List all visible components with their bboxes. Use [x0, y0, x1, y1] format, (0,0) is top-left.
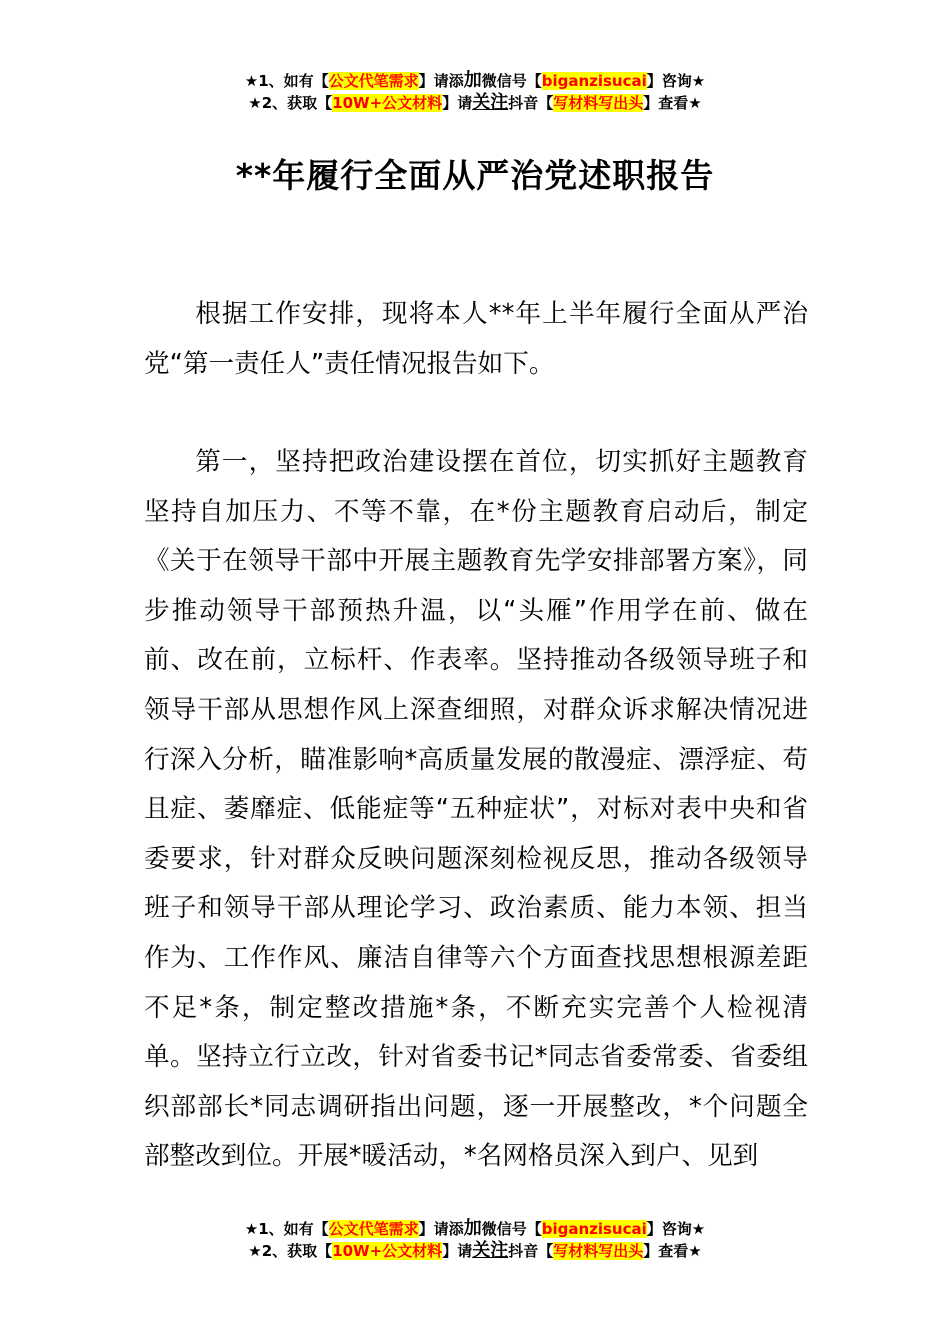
promo-highlight: 公文代笔需求 [328, 1220, 419, 1238]
promo-text: 抖音【 [508, 94, 554, 112]
promo-text: ★2、获取【 [248, 94, 333, 112]
promo-highlight: 10W+公文材料 [332, 1242, 443, 1260]
promo-text: ★1、如有【 [244, 1220, 329, 1238]
promo-douyin-id: 写材料写出头 [553, 94, 644, 112]
promo-text: 】请添 [418, 72, 464, 90]
promo-text: 】查看★ [643, 1242, 702, 1260]
promo-text: ★2、获取【 [248, 1242, 333, 1260]
promo-banner-bottom [0, 1218, 950, 1262]
promo-emphasis: 关注 [472, 92, 509, 113]
promo-text: 】咨询★ [646, 72, 706, 90]
promo-wechat-id: biganzisucai [541, 72, 647, 90]
paragraph-first-point: 第一，坚持把政治建设摆在首位，切实抓好主题教育坚持自加压力、不等不靠，在*份主题教育启动后，制定《关于在领导干部中开展主题教育先学安排部署方案》，同步推动领导干部预热升温，以“头雁”作用学在前、做在前、改在前，立标杆、作表率。坚持推动各级领导班子和领导干部从思想作风上深查细照，对群众诉求解决情况进行深入分析，瞄准影响*高质量发展的散漫症、漂浮症、苟且症、萎靡症、低能症等“五种症状”，对标对表中央和省委要求，针对群众反映问题深刻检视反思，推动各级领导班子和领导干部从理论学习、政治素质、能力本领、担当作为、工作作风、廉洁自律等六个方面查找思想根源差距不足*条，制定整改措施*条，不断充实完善个人检视清单。坚持立行立改，针对省委书记*同志省委常委、省委组织部部长*同志调研指出问题，逐一开展整改，*个问题全部整改到位。开展*暖活动，*名网格员深入到户、见到 [144, 447, 808, 1172]
promo-line-2 [0, 92, 950, 114]
promo-douyin-id: 写材料写出头 [553, 1242, 644, 1260]
promo-text: 抖音【 [508, 1242, 554, 1260]
promo-highlight: 公文代笔需求 [328, 72, 419, 90]
paragraph-intro: 根据工作安排，现将本人**年上半年履行全面从严治党“第一责任人”责任情况报告如下。 [144, 299, 808, 379]
promo-text: 】请 [442, 1242, 473, 1260]
promo-text: 】请添 [418, 1220, 464, 1238]
document-title: **年履行全面从严治党述职报告 [235, 156, 715, 195]
promo-text: 微信号【 [481, 1220, 542, 1238]
promo-emphasis: 加 [463, 1218, 482, 1239]
promo-line-1 [0, 1218, 950, 1240]
promo-text: 微信号【 [481, 72, 542, 90]
promo-emphasis: 加 [463, 70, 482, 91]
promo-highlight: 10W+公文材料 [332, 94, 443, 112]
promo-line-1 [0, 70, 950, 92]
promo-emphasis: 关注 [472, 1240, 509, 1261]
promo-text: 】咨询★ [646, 1220, 706, 1238]
promo-text: 】请 [442, 94, 473, 112]
promo-text: ★1、如有【 [244, 72, 329, 90]
promo-text: 】查看★ [643, 94, 702, 112]
promo-wechat-id: biganzisucai [541, 1220, 647, 1238]
promo-line-2 [0, 1240, 950, 1262]
promo-banner-top [0, 70, 950, 114]
